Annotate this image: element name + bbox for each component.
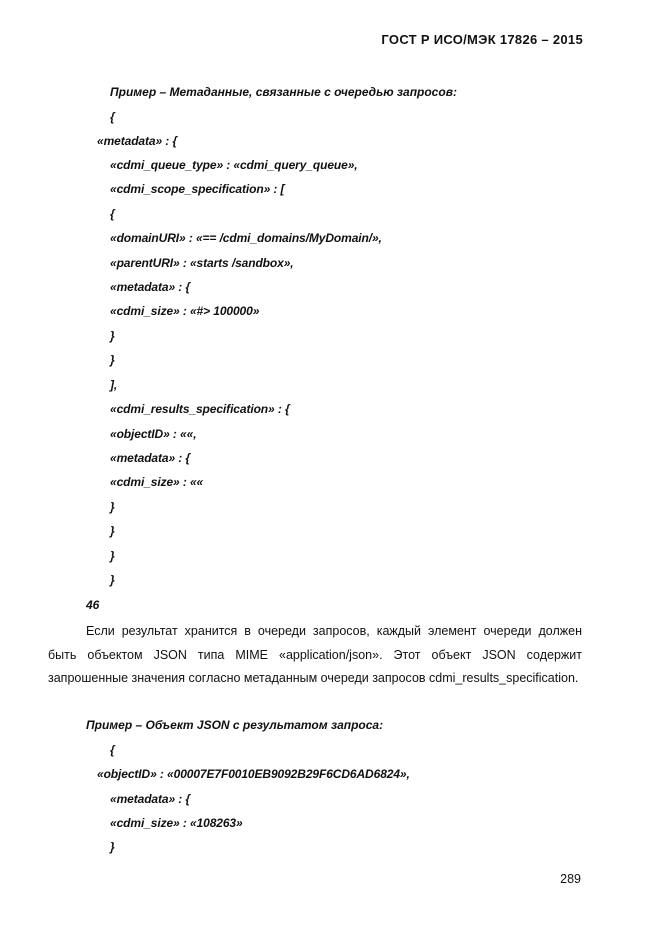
code-line: «objectID» : ««, [110, 427, 197, 441]
code-line: } [110, 353, 115, 367]
example-title: Пример – Объект JSON с результатом запроса: [86, 718, 384, 732]
example-title: Пример – Метаданные, связанные с очередью запросов: [110, 85, 457, 99]
code-line: { [110, 110, 115, 124]
code-line: «metadata» : { [110, 451, 190, 465]
code-line: } [110, 840, 115, 854]
code-line: «metadata» : { [110, 280, 190, 294]
code-line: } [110, 549, 115, 563]
code-line: «cdmi_size» : «#> 100000» [110, 304, 260, 318]
code-line: { [110, 207, 115, 221]
code-line: «metadata» : { [97, 134, 177, 148]
item-number: 46 [86, 598, 100, 612]
code-line: «metadata» : { [110, 792, 190, 806]
code-line: «cdmi_size» : «« [110, 475, 204, 489]
document-header: ГОСТ Р ИСО/МЭК 17826 – 2015 [381, 32, 583, 47]
page-number: 289 [560, 872, 581, 886]
code-line: «objectID» : «00007E7F0010EB9092B29F6CD6AD6824», [97, 767, 410, 781]
code-line: } [110, 329, 115, 343]
code-line: { [110, 743, 115, 757]
code-line: «parentURI» : «starts /sandbox», [110, 256, 294, 270]
code-line: } [110, 573, 115, 587]
code-line: ], [110, 378, 118, 392]
code-line: «cdmi_size» : «108263» [110, 816, 243, 830]
code-line: «domainURI» : «== /cdmi_domains/MyDomain/», [110, 231, 382, 245]
code-line: } [110, 500, 115, 514]
code-line: «cdmi_scope_specification» : [ [110, 182, 285, 196]
code-line: «cdmi_queue_type» : «cdmi_query_queue», [110, 158, 358, 172]
code-line: «cdmi_results_specification» : { [110, 402, 290, 416]
code-line: } [110, 524, 115, 538]
body-paragraph: Если результат хранится в очереди запросов, каждый элемент очереди должен быть объектом JSON типа MIME «application/json». Этот объект JSON содержит запрошенные значения согласно метаданным очереди запросов cdmi_results_specification. [48, 624, 582, 686]
